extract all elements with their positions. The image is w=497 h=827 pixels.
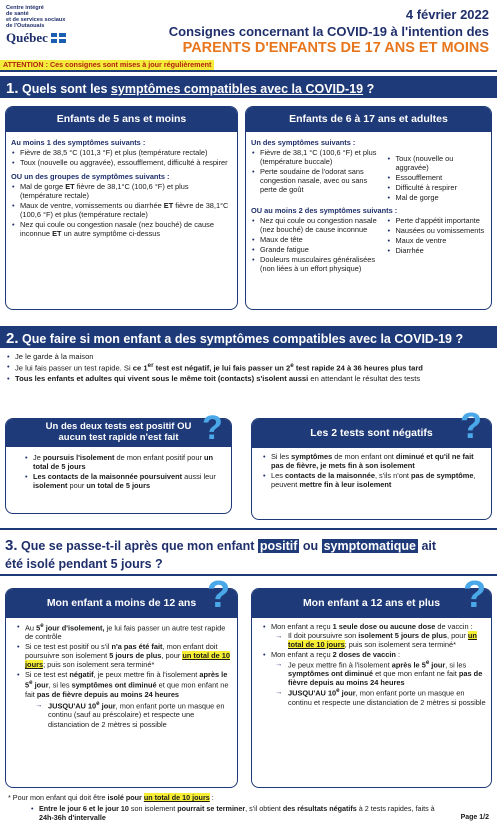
text: pour (67, 480, 87, 490)
text: jour d'isolement, (43, 623, 105, 633)
list-item: • Difficulté à respirer (386, 183, 486, 192)
text: Au (25, 623, 37, 633)
list-item: • Nausées ou vomissements (386, 226, 486, 235)
highlight-total-10-days: un total de 10 jours (288, 630, 477, 649)
text: , s'ils n'ont (374, 470, 412, 480)
list-item: • Grande fatigue (251, 245, 382, 254)
card-positive-test (5, 418, 232, 514)
text: pourrait se terminer (177, 804, 246, 813)
list-item (262, 650, 486, 707)
text: n'a pas été fait (111, 642, 163, 652)
list-item (35, 700, 232, 729)
quebec-wordmark (6, 30, 116, 46)
text: , je peux mettre fin à l'isolement (93, 670, 200, 680)
card-5-and-under (5, 106, 238, 310)
text: Les contacts de la maisonnée poursuivent (33, 471, 183, 481)
logo-line2: de santé (6, 10, 29, 17)
card-6-to-17-heading: Enfants de 6 à 17 ans et adultes (246, 107, 491, 132)
list-item: • Toux (nouvelle ou aggravée), essoufflement, difficulté à respirer (11, 158, 232, 167)
list-item (24, 472, 226, 490)
symptom-col-4 (386, 216, 486, 274)
text: négatif (69, 670, 94, 680)
list-item: • Mal de gorge (386, 193, 486, 202)
section-1-heading (0, 76, 497, 98)
section-1-title-b: ? (363, 82, 375, 96)
card-negative-tests (251, 418, 492, 520)
logo-line3: et de services sociaux (6, 16, 66, 23)
text: pas de symptôme (411, 470, 474, 480)
attention-banner: ATTENTION : Ces consignes sont mises à jour régulièrement (0, 60, 214, 71)
text: symptômes ont diminué (71, 680, 157, 690)
text: Entre le jour 6 et le jour 10 (39, 804, 129, 813)
text: Mal de gorge (20, 181, 66, 191)
card-under-12-heading: Mon enfant a moins de 12 ans (6, 589, 237, 618)
text: isolé pour (107, 793, 144, 802)
section-2-title: Que faire si mon enfant a des symptômes compatibles avec la COVID-19 ? (22, 332, 464, 346)
section-2-heading (0, 326, 497, 348)
section-3-top-rule (0, 528, 497, 530)
text: 24h-36h d'intervalle (39, 812, 106, 822)
list-item: • Douleurs musculaires généralisées (non liées à un effort physique) (251, 255, 382, 273)
text: son isolement (128, 804, 178, 813)
list-item (30, 805, 450, 823)
text: , si les (48, 680, 72, 690)
text: ce 1 (132, 363, 148, 373)
text: et que mon enfant ne fait (25, 680, 229, 699)
positive-test-list (6, 447, 231, 495)
text: fièvre de 38,1°C (100,6 °F) et plus (température rectale) (20, 200, 229, 220)
text: diminué et qu'il ne fait pas de fièvre, je mets fin à son isolement (271, 451, 474, 470)
sub-symptom-groups: OU un des groupes de symptômes suivants : (11, 171, 170, 181)
document-date: 4 février 2022 (405, 7, 489, 22)
text: fièvre de 38,1°C (100,6 °F) et plus (température rectale) (20, 181, 189, 200)
list-item (16, 670, 232, 728)
list-item: • Je le garde à la maison (6, 352, 492, 361)
text: après le 5 (25, 670, 228, 690)
superscript: e (40, 621, 44, 629)
text: Il doit poursuivre son (288, 630, 359, 640)
sub-at-least-one: Au moins 1 des symptômes suivants : (11, 137, 146, 147)
text: JUSQU'AU 10 (48, 701, 97, 711)
sub-one-symptom: Un des symptômes suivants : (251, 137, 356, 147)
quebec-label: Québec (6, 30, 48, 46)
text: des résultats négatifs (282, 804, 357, 813)
text: Maux de ventre, vomissements ou diarrhée (20, 200, 164, 210)
list-item (11, 201, 232, 219)
list-item (275, 631, 486, 649)
under-12-list (6, 618, 237, 734)
negative-tests-list (252, 448, 491, 494)
list-item (6, 374, 492, 383)
text: je lui fais passer un autre test rapide de contrôle (25, 623, 226, 642)
section-3-heading (5, 536, 493, 572)
text: , pour (161, 651, 183, 661)
card-negative-tests-heading: Les 2 tests sont négatifs (252, 419, 491, 448)
text: Je (33, 452, 43, 462)
highlight-total-10-days: un total de 10 jours (25, 651, 230, 670)
text: et que mon enfant ne fait (373, 669, 459, 679)
text: Si ce test est positif ou s'il (25, 642, 112, 652)
card-12-and-over (251, 588, 492, 788)
text: de vaccin : (435, 621, 473, 631)
text: , si les (445, 660, 467, 670)
superscript: e (290, 362, 294, 370)
symptom-group-list (11, 182, 232, 238)
document-title-line1: Consignes concernant la COVID-19 à l'intention des (168, 24, 489, 39)
text: , s'il obtient (245, 804, 283, 813)
text: pas de fièvre depuis au moins 24 heures (288, 669, 483, 688)
text: , mon enfant porte un masque en continu et respecte une distanciation de 2 mètres si possible (288, 688, 486, 707)
header-divider (0, 70, 497, 72)
text: test rapide 24 à 36 heures plus tard (293, 363, 423, 373)
text: Mon enfant a reçu (271, 649, 333, 659)
text: pas de fièvre depuis au moins 24 heures (36, 689, 180, 699)
section-3-title-b: ou (299, 539, 322, 553)
text: 2 doses de vaccin (332, 649, 396, 659)
section-2-bullets (6, 352, 492, 384)
text: jour (99, 701, 116, 711)
symptom-col-3 (251, 216, 382, 274)
over-12-arrow-list-2 (271, 659, 486, 707)
over-12-list (252, 618, 491, 712)
logo (6, 6, 116, 46)
text: Mon enfant a reçu (271, 621, 333, 631)
section-1-title-underlined: symptômes compatibles avec la COVID-19 (110, 82, 364, 96)
superscript: e (336, 687, 340, 695)
sub-two-symptoms: OU au moins 2 des symptômes suivants : (251, 205, 398, 215)
page-number: Page 1/2 (460, 814, 489, 821)
footer-note (8, 794, 488, 803)
under-12-arrow-list (25, 700, 232, 729)
section-2-number: 2. (6, 330, 19, 347)
heading-line: aucun test rapide n'est fait (58, 431, 179, 443)
list-item (262, 622, 486, 649)
section-3-bottom-rule (0, 574, 497, 576)
text: après le 5 (391, 660, 426, 670)
superscript: e (96, 699, 100, 707)
text: 5 (36, 623, 41, 633)
text: un total de 5 jours (86, 480, 151, 490)
card-6-to-17 (245, 106, 492, 310)
section-3-number: 3. (5, 537, 18, 554)
list-item: • Fièvre de 38,5 °C (101,3 °F) et plus (température rectale) (11, 148, 232, 157)
text: ET (65, 181, 75, 191)
quebec-flag-icon (51, 33, 66, 43)
card-12-and-over-heading: Mon enfant a 12 ans et plus (252, 589, 491, 618)
question-mark-icon: ? (207, 574, 231, 616)
card-positive-test-heading (6, 419, 231, 447)
over-12-arrow-list-1 (271, 631, 486, 649)
text: , peuvent (271, 470, 476, 489)
list-item: • Essoufflement (386, 173, 486, 182)
list-item (6, 362, 492, 373)
list-item (16, 622, 232, 642)
text: isolement (33, 480, 68, 490)
list-item: • Maux de tête (251, 235, 382, 244)
list-item (16, 642, 232, 669)
text: JUSQU'AU 10 (288, 688, 337, 698)
text: , mon enfant porte un masque en continu (sauf au préscolaire) et respecte une distanciation de 2 mètres si possible (48, 701, 225, 729)
question-mark-icon: ? (463, 574, 487, 616)
text: isolement 5 jours de plus (358, 630, 447, 640)
question-mark-icon: ? (460, 405, 482, 446)
symptom-col-1 (251, 148, 382, 203)
symptom-list-1 (11, 148, 232, 167)
text: : (395, 649, 401, 659)
text: * Pour mon enfant qui doit être (8, 793, 108, 802)
text: symptômes (291, 451, 333, 461)
superscript: e (29, 679, 33, 687)
list-item (275, 687, 486, 707)
text: jour (32, 680, 49, 690)
text: ; puis son isolement sera terminé* (344, 639, 457, 649)
text: Je lui fais passer un test rapide. Si (15, 363, 133, 373)
document-title-line2: PARENTS D'ENFANTS DE 17 ANS ET MOINS (182, 40, 489, 56)
list-item: • Nez qui coule ou congestion nasale (nez bouché) de cause inconnue (251, 216, 382, 234)
text: jour (429, 660, 446, 670)
list-item (24, 453, 226, 471)
list-item (11, 220, 232, 238)
logo-line1: Centre intégré (6, 5, 44, 11)
text: mettre fin à leur isolement (299, 479, 392, 489)
text: Tous les enfants et adultes qui vivent sous le même toit (contacts) s'isolent aussi (15, 374, 309, 384)
section-1-number: 1. (6, 80, 19, 97)
text: à 2 tests rapides, faits à (356, 804, 435, 813)
section-3-title-c: ait (417, 539, 437, 553)
section-3-title-positive: positif (259, 539, 298, 553)
text: 1 seule dose ou aucune dose (332, 621, 436, 631)
text: un autre symptôme ci-dessus (61, 229, 161, 239)
footer-list (30, 805, 450, 824)
text: de mon enfant positif pour (114, 452, 205, 462)
text: Nez qui coule ou congestion nasale (nez bouché) de cause inconnue (20, 220, 214, 239)
list-item: • Perte soudaine de l'odorat sans congestion nasale, avec ou sans perte de goût (251, 167, 382, 194)
text: aussi leur (182, 471, 216, 481)
text: Je peux mettre fin à l'isolement (288, 660, 392, 670)
logo-line4: de l'Outaouais (6, 22, 45, 29)
text: poursuis l'isolement (42, 452, 115, 462)
text: test est négatif, je lui fais passer un 2 (153, 363, 291, 373)
text: un total de 5 jours (33, 452, 214, 471)
symptom-col-2 (386, 148, 486, 203)
list-item: • Perte d'appétit importante (386, 216, 486, 225)
list-item (262, 452, 486, 470)
text: : (209, 793, 214, 802)
heading-line: Un des deux tests est positif OU (45, 421, 192, 432)
text: ET (163, 200, 174, 210)
superscript: e (425, 658, 430, 666)
list-item (11, 182, 232, 200)
text: contacts de la maisonnée (284, 470, 375, 480)
list-item: • Maux de ventre (386, 236, 486, 245)
text: , pour (446, 630, 468, 640)
section-1-title-a: Quels sont les (22, 82, 111, 96)
list-item: • Fièvre de 38,1 °C (100,6 °F) et plus (température buccale) (251, 148, 382, 166)
text: jour (339, 688, 356, 698)
text: ; puis son isolement sera terminé* (43, 660, 155, 670)
text: Si ce test est (25, 670, 70, 680)
question-mark-icon: ? (202, 409, 223, 447)
section-3-title-line2: été isolé pendant 5 jours ? (5, 556, 163, 571)
text: de mon enfant ont (332, 451, 396, 461)
text: ET (52, 229, 62, 239)
text: Les (271, 470, 285, 480)
card-5-and-under-heading: Enfants de 5 ans et moins (6, 107, 237, 132)
superscript: er (147, 362, 154, 370)
list-item (262, 471, 486, 489)
text: symptômes ont diminué (288, 669, 374, 679)
text: , mon enfant doit poursuivre son isolement (25, 642, 218, 661)
list-item (275, 659, 486, 688)
list-item: • Diarrhée (386, 246, 486, 255)
text: en attendant le résultat des tests (308, 374, 421, 384)
card-under-12 (5, 588, 238, 788)
text: 5 jours de plus (109, 651, 162, 661)
section-3-title-a: Que se passe-t-il après que mon enfant (21, 539, 258, 553)
highlight-total-10-days: un total de 10 jours (143, 793, 210, 802)
list-item: • Toux (nouvelle ou aggravée) (386, 154, 486, 172)
section-3-title-symptomatic: symptomatique (323, 539, 416, 553)
text: Si les (271, 451, 292, 461)
